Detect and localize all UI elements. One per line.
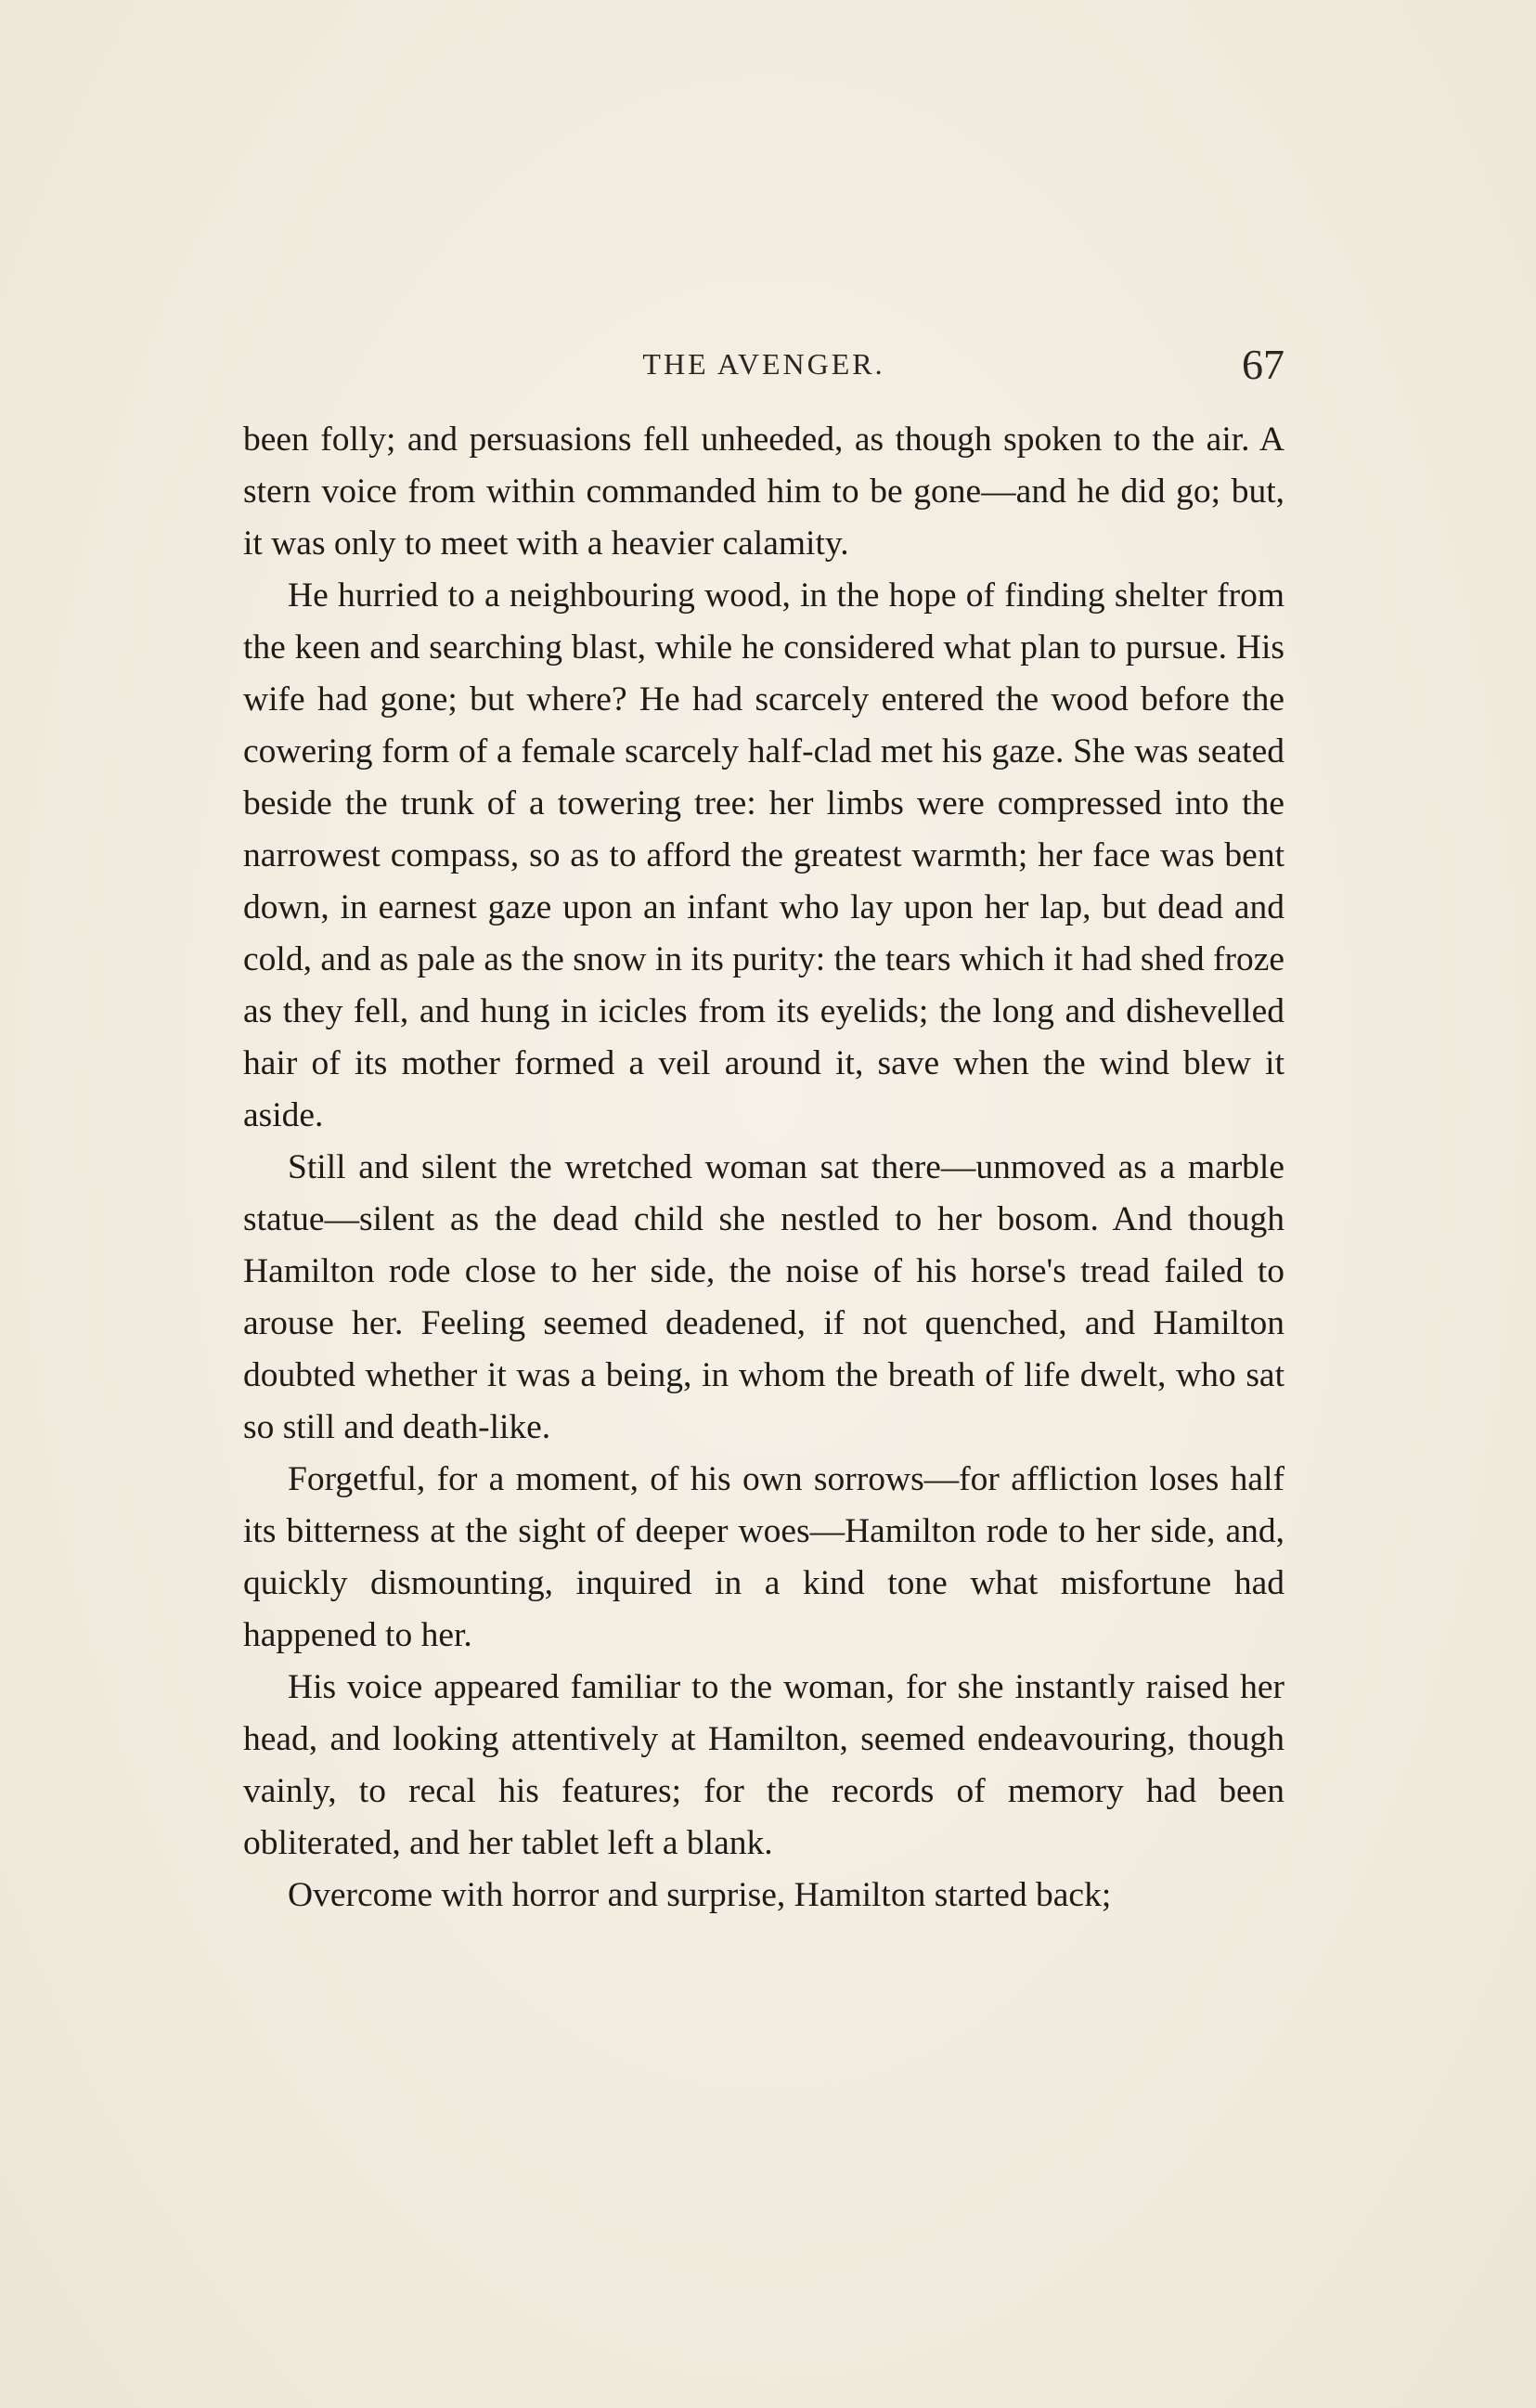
running-title: THE AVENGER. <box>642 347 885 381</box>
paragraph-6: Overcome with horror and surprise, Hamilton started back; <box>288 1876 1112 1914</box>
page-header <box>243 340 1284 395</box>
paragraph-5: His voice appeared familiar to the woman, for she instantly raised her head, and looking attentively at Hamilton, seemed endeavouring, though vainly, to recal his features; for the records of memory had been obliterated, and her tablet left a blank. <box>243 1668 1284 1862</box>
paragraph-3: Still and silent the wretched woman sat there—unmoved as a marble statue—silent as the dead child she nestled to her bosom. And though Hamilton rode close to her side, the noise of his horse's tread failed to arouse her. Feeling seemed deadened, if not quenched, and Hamilton doubted whether it was a being, in whom the breath of life dwelt, who sat so still and death-like. <box>243 1148 1284 1446</box>
paragraph-1: been folly; and persuasions fell unheeded, as though spoken to the air. A stern voice from within commanded him to be gone—and he did go; but, it was only to meet with a heavier calamity. <box>243 421 1284 563</box>
page-number: 67 <box>1242 341 1284 388</box>
body-text <box>243 414 1284 1922</box>
paragraph-2: He hurried to a neighbouring wood, in the hope of finding shelter from the keen and searching blast, while he considered what plan to pursue. His wife had gone; but where? He had scarcely entered the wood before the cowering form of a female scarcely half-clad met his gaze. She was seated beside the trunk of a towering tree: her limbs were compressed into the narrowest compass, so as to afford the greatest warmth; her face was bent down, in earnest gaze upon an infant who lay upon her lap, but dead and cold, and as pale as the snow in its purity: the tears which it had shed froze as they fell, and hung in icicles from its eyelids; the long and dishevelled hair of its mother formed a veil around it, save when the wind blew it aside. <box>243 576 1284 1134</box>
paragraph-4: Forgetful, for a moment, of his own sorrows—for affliction loses half its bitterness at the sight of deeper woes—Hamilton rode to her side, and, quickly dismounting, inquired in a kind tone what misfortune had happened to her. <box>243 1460 1284 1654</box>
